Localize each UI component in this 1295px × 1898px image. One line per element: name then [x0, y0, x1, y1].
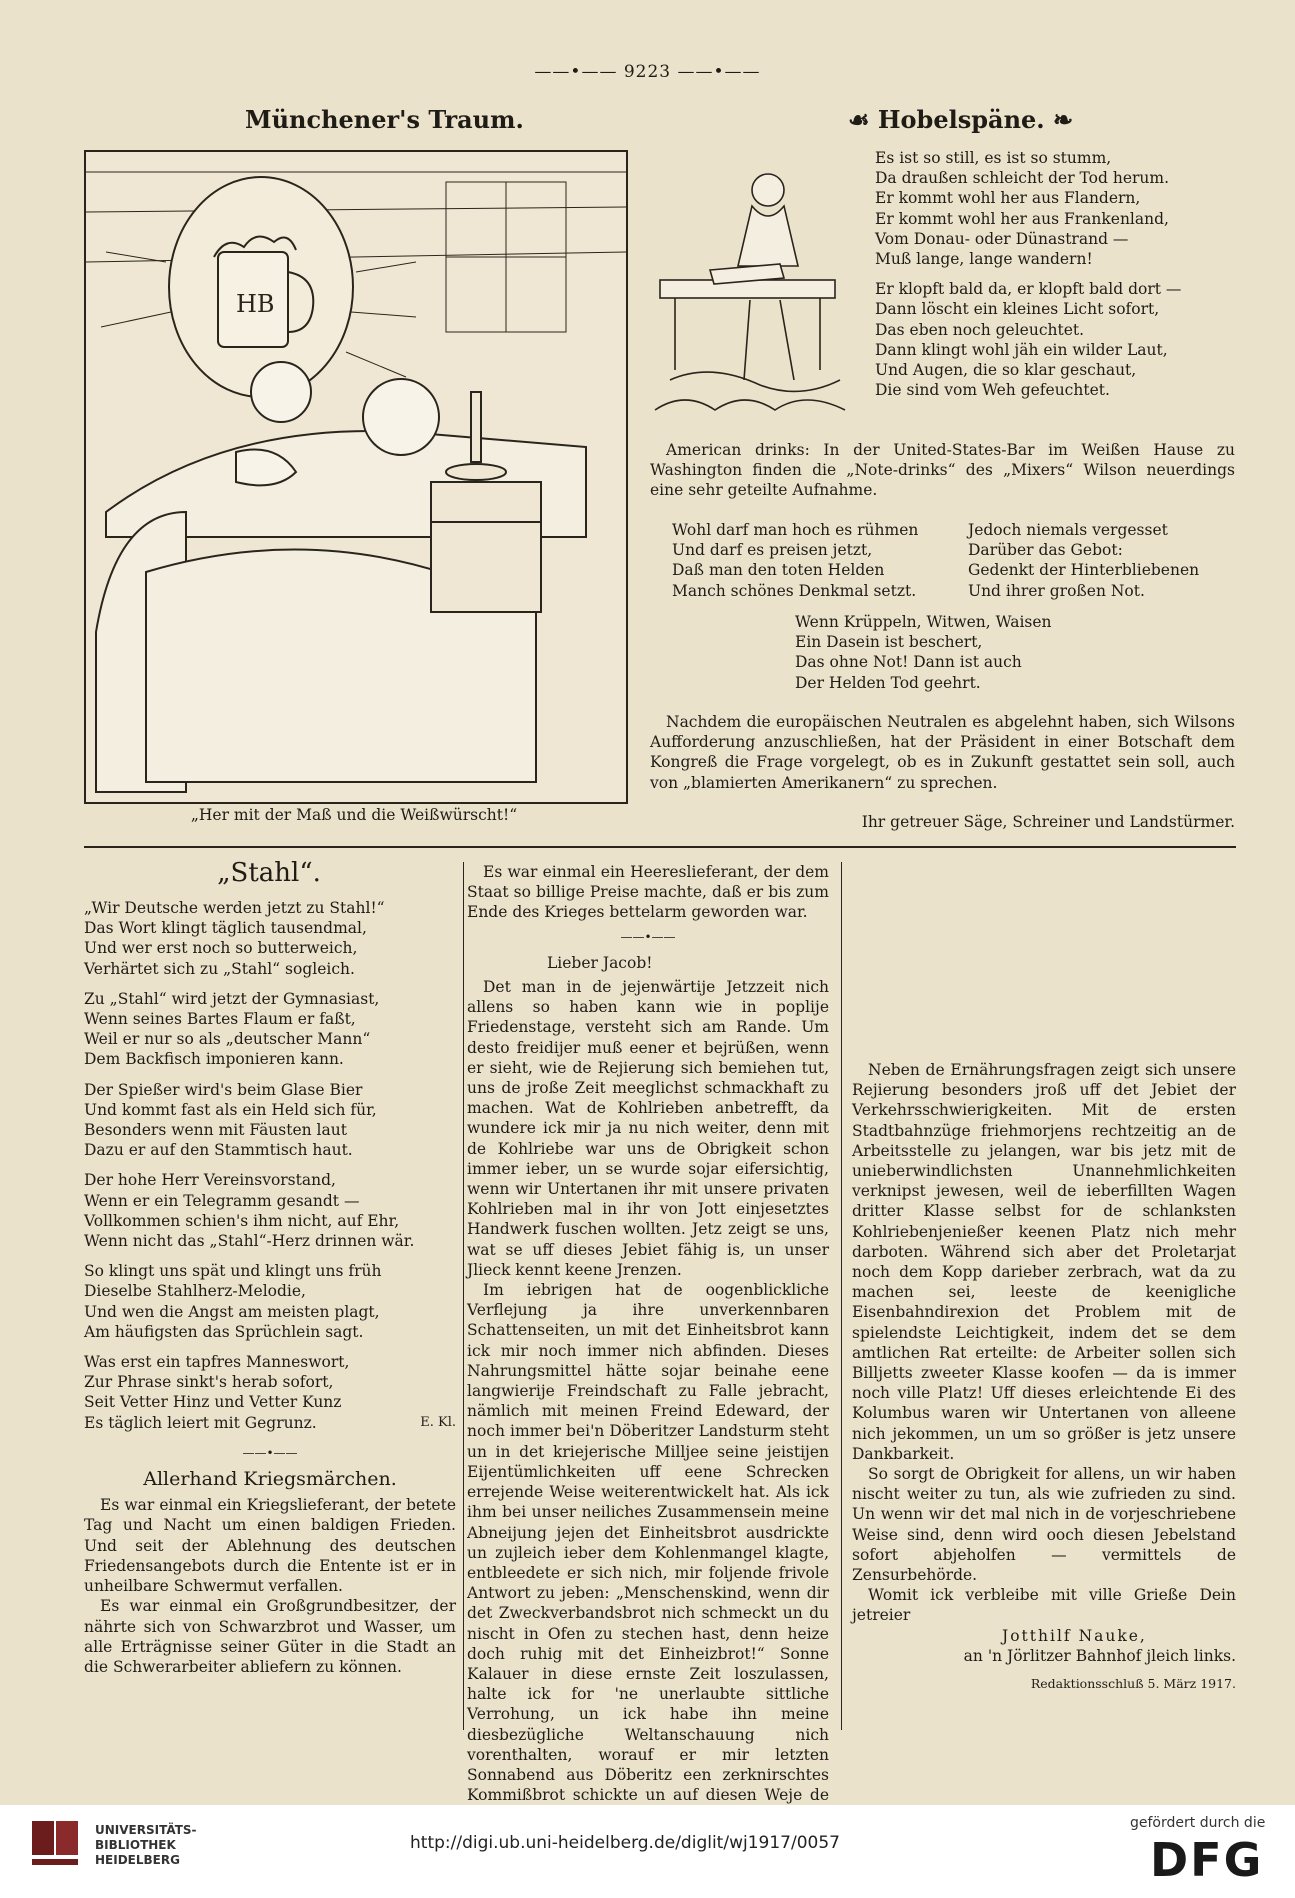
- poem2-right: [968, 520, 1238, 601]
- column-2: [467, 862, 829, 1805]
- maerchen-paragraph-2: Es war einmal ein Großgrundbesitzer, der nährte sich von Schwarzbrot und Wasser, um alle Erträgnisse seiner Güter in die Stadt an die Schwerarbeiter abliefern zu können.: [84, 1597, 456, 1676]
- illustration-muenchener-dream: [84, 150, 628, 804]
- letter-salutation: Lieber Jacob!: [547, 953, 653, 972]
- stahl-stanza-4: [84, 1170, 456, 1251]
- poem-line: Daß man den toten Helden: [672, 561, 885, 580]
- poem-line: Und ihrer großen Not.: [968, 581, 1145, 600]
- hobelspaene-title: ☙ Hobelspäne. ❧: [848, 105, 1074, 134]
- library-name: [95, 1823, 197, 1868]
- poem-line: Wenn Krüppeln, Witwen, Waisen: [795, 613, 1052, 631]
- letter-paragraph-2: Im iebrigen hat de oogenblickliche Verflejung ja ihre unverkennbaren Schattenseiten, un mit det Einheitsbrot kann ick mir noch immer nich abfinden. Dieses Nahrungsmittel hätte sojar beinahe eene langwierije Freindschaft zu Falle jebracht, nämlich mit meinen Freind Edeward, der noch immer bei'n Döberitzer Landsturm steht un in det kriejerische Milljee seine jeistijen Eijentümlichkeiten uff eene Schrecken errejende Weise weiterentwickelt hat. Als ick ihm bei unser neiliches Zusammensein meine Abneijung jejen det Einheitsbrot ausdrickte un zujleich ieber dem Kohlenmangel klagte, entbleedete er sich nich, mir foljende frivole Antwort zu jeben: „Menschenskind, wenn dir det Zweckverbandsbrot nich schmeckt un du nischt in Ofen zu stechen hast, denn heize doch ruhig mit det Einheizbrot!“ Sonne Kalauer in diese ernste Zeit loszulassen, halte ick for 'ne unerlaubte sittliche Verrohung, un ick habe ihn meine diesbezügliche Weltanschauung nich vorenthalten, worauf er mir letzten Sonnabend aus Döberitz een zerknirschtes Kommißbrot schickte un auf diesen Weje de: [467, 1281, 829, 1805]
- poem-line: Dieselbe Stahlherz-Melodie,: [84, 1282, 306, 1301]
- stahl-stanza-5: [84, 1261, 456, 1342]
- hobelspaene-signature: Ihr getreuer Säge, Schreiner und Landstürmer.: [861, 813, 1235, 831]
- poem-line: Er klopft bald da, er klopft bald dort —: [875, 280, 1182, 299]
- poem-line: Was erst ein tapfres Manneswort,: [84, 1353, 350, 1372]
- nightstand: [431, 392, 541, 612]
- separator-ornament-2: ——•——: [620, 929, 676, 944]
- carpenter-drawing: [650, 140, 855, 425]
- poem-line: Ein Dasein ist beschert,: [795, 633, 983, 652]
- stahl-title: „Stahl“.: [217, 858, 321, 888]
- column-rule-1: [463, 862, 464, 1730]
- poem-line: Er kommt wohl her aus Frankenland,: [875, 209, 1169, 228]
- poem-line: Es ist so still, es ist so stumm,: [875, 149, 1112, 167]
- poem-line: Wenn seines Bartes Flaum er faßt,: [84, 1010, 356, 1029]
- american-drinks-paragraph: American drinks: In der United-States-Bar im Weißen Hause zu Washington finden die „Note-drinks“ des „Mixers“ Wilson neuerdings eine sehr geteilte Aufnahme.: [650, 441, 1235, 500]
- dfg-label: gefördert durch die: [1130, 1815, 1266, 1831]
- dfg-logo-text: DFG: [1150, 1833, 1264, 1887]
- poem-line: Die sind vom Weh gefeuchtet.: [875, 381, 1110, 400]
- poem-line: Das ohne Not! Dann ist auch: [795, 653, 1022, 672]
- poem-line: Zur Phrase sinkt's herab sofort,: [84, 1373, 334, 1392]
- stahl-author: E. Kl.: [420, 1414, 456, 1430]
- poem-line: Der Helden Tod geehrt.: [795, 673, 981, 692]
- stahl-stanza-1: [84, 898, 456, 979]
- library-line: HEIDELBERG: [95, 1853, 180, 1867]
- poem-line: So klingt uns spät und klingt uns früh: [84, 1262, 382, 1281]
- stahl-stanza-3: [84, 1080, 456, 1161]
- poem-line: Gedenkt der Hinterbliebenen: [968, 561, 1200, 580]
- column-3: [852, 1060, 1236, 1694]
- poem-line: Vom Donau- oder Dünastrand —: [875, 229, 1129, 248]
- poem-line: Es täglich leiert mit Gegrunz.: [84, 1413, 317, 1432]
- poem-line: Und wen die Angst am meisten plagt,: [84, 1302, 380, 1321]
- poem-line: Da draußen schleicht der Tod herum.: [875, 169, 1170, 188]
- illustration-caption: „Her mit der Maß und die Weißwürscht!“: [190, 806, 518, 824]
- poem-line: Dann klingt wohl jäh ein wilder Laut,: [875, 340, 1168, 359]
- poem1-stanza-1: [875, 148, 1235, 269]
- poem-line: Der hohe Herr Vereinsvorstand,: [84, 1171, 336, 1190]
- section-rule: [84, 846, 1236, 848]
- svg-text:HB: HB: [236, 290, 275, 318]
- poem-line: Darüber das Gebot:: [968, 541, 1123, 560]
- maerchen-paragraph-3: Es war einmal ein Heereslieferant, der dem Staat so billige Preise machte, daß er bis zum Ende des Krieges bettelarm geworden war.: [467, 863, 829, 922]
- poem-line: Seit Vetter Hinz und Vetter Kunz: [84, 1393, 342, 1412]
- letter-paragraph-5: Womit ick verbleibe mit ville Grieße Dein jetreier: [852, 1586, 1236, 1625]
- poem-line: Und kommt fast als ein Held sich für,: [84, 1100, 377, 1119]
- hobelspaene-poem-1: [875, 148, 1235, 410]
- redaktionsschluss: Redaktionsschluß 5. März 1917.: [1030, 1676, 1236, 1692]
- poem-line: Dann löscht ein kleines Licht sofort,: [875, 300, 1160, 319]
- poem-line: Wohl darf man hoch es rühmen: [672, 521, 919, 539]
- page-number: ——•—— 9223 ——•——: [534, 62, 761, 82]
- poem-line: Der Spießer wird's beim Glase Bier: [84, 1080, 363, 1099]
- poem-line: Am häufigsten das Sprüchlein sagt.: [84, 1322, 364, 1341]
- poem2-left: [672, 520, 952, 601]
- stahl-stanza-6: [84, 1352, 456, 1433]
- column-rule-2: [841, 862, 842, 1730]
- poem-line: Weil er nur so als „deutscher Mann“: [84, 1030, 371, 1049]
- poem-line: Besonders wenn mit Fäusten laut: [84, 1121, 347, 1140]
- stahl-poem: [84, 898, 456, 1677]
- dream-drawing: [86, 152, 626, 802]
- letter-signer: Jotthilf Nauke,: [1002, 1626, 1147, 1645]
- poem-line: Das eben noch geleuchtet.: [875, 320, 1085, 339]
- illustration-carpenter: [650, 140, 855, 425]
- poem-line: Und Augen, die so klar geschaut,: [875, 361, 1137, 380]
- poem-line: Er kommt wohl her aus Flandern,: [875, 189, 1141, 208]
- poem-line: Vollkommen schien's ihm nicht, auf Ehr,: [84, 1211, 400, 1230]
- poem-line: Und darf es preisen jetzt,: [672, 541, 873, 560]
- poem1-stanza-2: [875, 279, 1235, 400]
- poem-line: Jedoch niemals vergesset: [968, 521, 1168, 539]
- poem2-center: [795, 612, 1095, 693]
- source-url[interactable]: http://digi.ub.uni-heidelberg.de/diglit/wj1917/0057: [410, 1833, 840, 1853]
- poem-line: Und wer erst noch so butterweich,: [84, 939, 358, 958]
- muenchener-title: Münchener's Traum.: [245, 105, 524, 134]
- poem-line-last: [84, 1413, 456, 1433]
- letter-paragraph-4: So sorgt de Obrigkeit for allens, un wir haben nischt weiter zu tun, als wie zufrieden zu sind. Un wenn wir det mal nich in de vorjeschriebene Weise sind, denn wird ooch diesen Jebelstand sofort abjeholfen — vermittels de Zensurbehörde.: [852, 1465, 1236, 1585]
- poem-line: Zu „Stahl“ wird jetzt der Gymnasiast,: [84, 989, 380, 1008]
- library-line: BIBLIOTHEK: [95, 1838, 176, 1852]
- letter-paragraph-3: Neben de Ernährungsfragen zeigt sich unsere Rejierung besonders jroß uff det Jebiet der Verkehrsschwierigkeiten. Mit de ersten Stadtbahnzüge friehmorjens rechtzeitig an de Arbeitsstelle zu jelangen, war bis jetz mit de unieberwindlichsten Unannehmlichkeiten verknipst jewesen, weil de ieberfillten Wagen dritter Klasse selbst for de schlanksten Kohlriebenjenießer keenen Platz nich mehr darboten. Während sich aber det Proletarjat noch dem Kopp darieber zerbrach, wat da zu machen sei, leeste de keenigliche Eisenbahndirexion det Problem mit de spielendste Leichtigkeit, indem det se dem amtlichen Rat erteilte: de Arbeiter sollen sich Billjetts zweeter Klasse koofen — da is immer noch ville Platz! Uff dieses erleichtende Ei des Kolumbus waren wir Untertanen von alleene nich jekommen, un um so größer is jetz unsere Dankbarkeit.: [852, 1061, 1236, 1463]
- poem-line: Muß lange, lange wandern!: [875, 250, 1093, 269]
- poem-line: Wenn er ein Telegramm gesandt —: [84, 1191, 360, 1210]
- poem-line: „Wir Deutsche werden jetzt zu Stahl!“: [84, 899, 385, 917]
- poem-line: Verhärtet sich zu „Stahl“ sogleich.: [84, 959, 355, 978]
- poem-line: Wenn nicht das „Stahl“-Herz drinnen wär.: [84, 1232, 415, 1251]
- library-line: UNIVERSITÄTS-: [95, 1823, 197, 1837]
- poem-line: Dem Backfisch imponieren kann.: [84, 1050, 344, 1069]
- maerchen-paragraph-1: Es war einmal ein Kriegslieferant, der betete Tag und Nacht um einen baldigen Frieden. Und seit der Ablehnung des deutschen Friedensangebots durch die Entente ist er in unheilbare Schwermut verfallen.: [84, 1496, 456, 1596]
- university-seal-icon: [20, 1817, 100, 1877]
- poem-line: Manch schönes Denkmal setzt.: [672, 581, 917, 600]
- maerchen-title: Allerhand Kriegsmärchen.: [143, 1468, 397, 1491]
- letter-paragraph-1: Det man in de jejenwärtije Jetzzeit nich allens so haben kann wie in poplije Friedenstage, versteht sich am Rande. Um desto freidijer muß eener et bejrüßen, wenn er sieht, wie de Rejierung sich bemiehen tut, uns de jroße Zeit meeglichst schmackhaft zu machen. Wat de Kohlrieben anbetrefft, da wundere ick mir ja nu nich weiter, denn mit de Kohlriebe war uns de Obrigkeit schon immer ieber, un se wurde sojar eifersichtig, wenn wir Untertanen ihr mit unsere privaten Kohlrieben mal in ihr von Jott einjesetztes Handwerk fuschen wollten. Jetz zeigt se uns, wat se uff dieses Jebiet fähig is, un unser Jlieck kennt keene Jrenzen.: [467, 978, 829, 1279]
- stahl-stanza-2: [84, 989, 456, 1070]
- footer-bar: [0, 1805, 1295, 1898]
- poem-line: Dazu er auf den Stammtisch haut.: [84, 1141, 353, 1160]
- poem-line: Das Wort klingt täglich tausendmal,: [84, 919, 367, 938]
- separator-ornament: ——•——: [242, 1445, 298, 1460]
- letter-signer-place: an 'n Jörlitzer Bahnhof jleich links.: [963, 1646, 1236, 1665]
- neutrals-paragraph: Nachdem die europäischen Neutralen es abgelehnt haben, sich Wilsons Aufforderung anzuschließen, hat der Präsident in einer Botschaft dem Kongreß die Frage vorgelegt, ob es in Zukunft gestattet sein soll, auch von „blamierten Amerikanern“ zu sprechen.: [650, 713, 1235, 792]
